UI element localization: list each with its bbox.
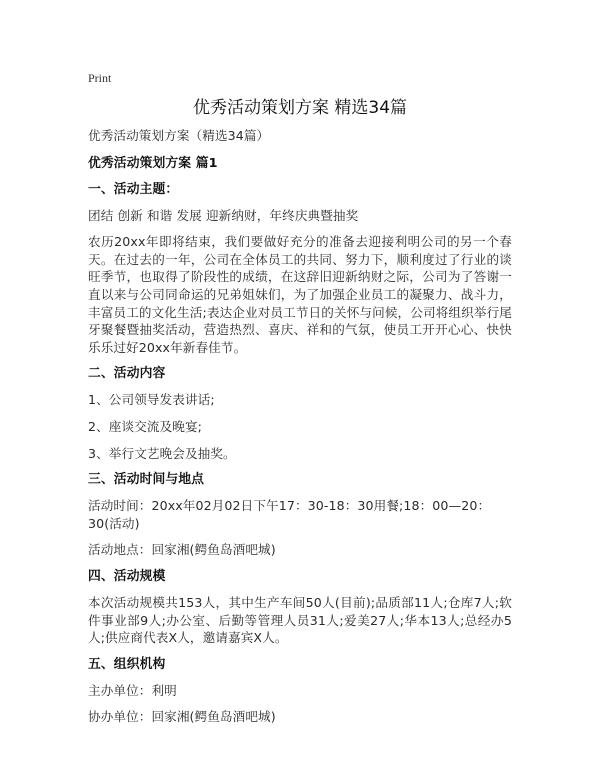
chapter-heading: 优秀活动策划方案 篇1 (88, 155, 218, 171)
activity-place: 活动地点：回家湘(鳄鱼岛酒吧城) (88, 542, 276, 558)
content-item: 2、座谈交流及晚宴; (88, 418, 203, 434)
intro-paragraph: 农历20xx年即将结束，我们要做好充分的准备去迎接利明公司的另一个春天。在过去的一年，公司在全体员工的共同、努力下，顺利度过了行业的谈旺季节，也取得了阶段性的成绩，在这辞旧迎新纳财之际，公司为了答谢一直以来与公司同命运的兄弟姐妹们，为了加强企业员工的凝聚力、战斗力，丰富员工的文化生活;表达企业对员工节日的关怀与问候，公司将组织举行尾牙聚餐暨抽奖活动，营造热烈、喜庆、祥和的气氛，使员工开开心心、快快乐乐过好20xx年新春佳节。 (88, 234, 512, 355)
co-organizer: 协办单位：回家湘(鳄鱼岛酒吧城) (88, 709, 276, 725)
activity-time: 活动时间：20xx年02月02日下午17：30-18：30用餐;18：00—20：30(活动) (88, 498, 491, 531)
section-heading-organization: 五、组织机构 (88, 656, 166, 672)
section-heading-time-place: 三、活动时间与地点 (88, 472, 205, 488)
section-heading-content: 二、活动内容 (88, 366, 166, 382)
document-title: 优秀活动策划方案 精选34篇 (192, 98, 408, 118)
theme-slogan: 团结 创新 和谐 发展 迎新纳财，年终庆典暨抽奖 (88, 207, 359, 223)
document-page (88, 68, 512, 735)
content-item: 3、举行文艺晚会及抽奖。 (88, 445, 236, 461)
content-item: 1、公司领导发表讲话; (88, 392, 215, 408)
section-heading-theme: 一、活动主题： (88, 181, 179, 197)
section-heading-scale: 四、活动规模 (88, 568, 166, 584)
scale-paragraph: 本次活动规模共153人，其中生产车间50人(目前);品质部11人;仓库7人;软件事业部9人;办公室、后勤等管理人员31人;爱美27人;华本13人;总经办5人;供应商代表X人，邀请嘉宾X人。 (88, 594, 512, 646)
host-organizer: 主办单位：利明 (88, 682, 177, 698)
document-subtitle: 优秀活动策划方案（精选34篇） (88, 128, 270, 143)
print-label: Print (88, 71, 112, 85)
